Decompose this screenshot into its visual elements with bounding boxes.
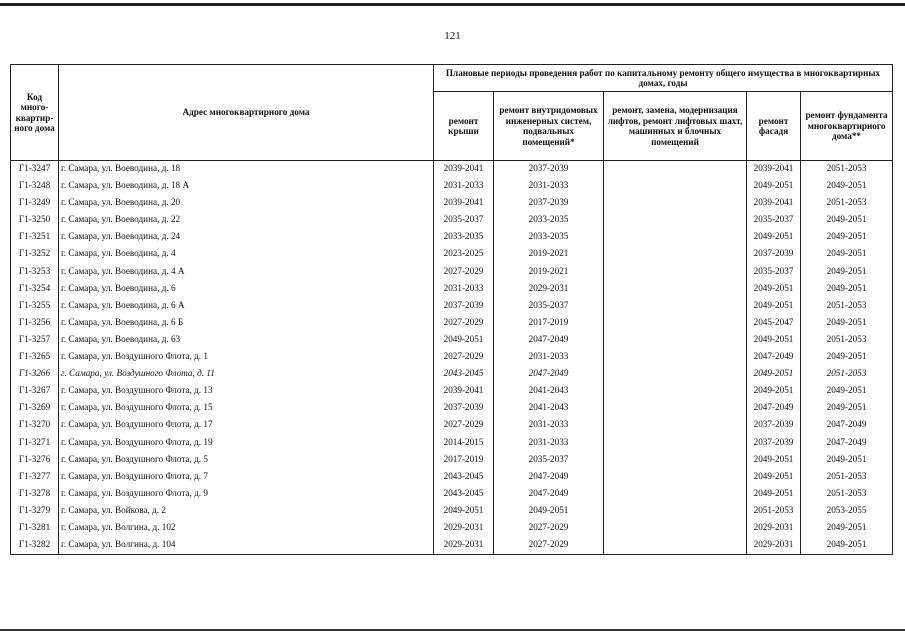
cell-facade: 2035-2037 — [747, 264, 801, 281]
cell-address: г. Самара, ул. Воеводина, д. 18 А — [59, 178, 434, 195]
cell-roof: 2017-2019 — [434, 452, 494, 469]
table-row — [11, 417, 893, 434]
table-row — [11, 486, 893, 503]
table-row — [11, 178, 893, 195]
cell-systems: 2047-2049 — [494, 332, 604, 349]
cell-address: г. Самара, ул. Воздушного Флота, д. 1 — [59, 349, 434, 366]
cell-facade: 2039-2041 — [747, 161, 801, 179]
cell-code: Г1-3265 — [11, 349, 59, 366]
cell-facade: 2049-2051 — [747, 229, 801, 246]
cell-code: Г1-3267 — [11, 383, 59, 400]
table-row — [11, 452, 893, 469]
cell-lifts — [604, 161, 747, 179]
cell-facade: 2049-2051 — [747, 178, 801, 195]
table-row — [11, 212, 893, 229]
cell-roof: 2043-2045 — [434, 366, 494, 383]
repair-schedule-table — [10, 64, 893, 555]
cell-lifts — [604, 195, 747, 212]
cell-code: Г1-3279 — [11, 503, 59, 520]
bottom-border-line — [0, 629, 905, 631]
cell-facade: 2047-2049 — [747, 349, 801, 366]
cell-facade: 2049-2051 — [747, 383, 801, 400]
page-number: 121 — [444, 30, 461, 42]
cell-address: г. Самара, ул. Воеводина, д. 18 — [59, 161, 434, 179]
table-row — [11, 332, 893, 349]
cell-systems: 2031-2033 — [494, 178, 604, 195]
cell-address: г. Самара, ул. Воеводина, д. 6 Б — [59, 315, 434, 332]
table-row — [11, 264, 893, 281]
cell-roof: 2039-2041 — [434, 161, 494, 179]
cell-address: г. Самара, ул. Воздушного Флота, д. 17 — [59, 417, 434, 434]
cell-systems: 2047-2049 — [494, 486, 604, 503]
cell-foundation: 2049-2051 — [801, 246, 893, 263]
cell-lifts — [604, 366, 747, 383]
table-row — [11, 366, 893, 383]
cell-roof: 2027-2029 — [434, 417, 494, 434]
cell-systems: 2041-2043 — [494, 400, 604, 417]
cell-roof: 2023-2025 — [434, 246, 494, 263]
cell-roof: 2033-2035 — [434, 229, 494, 246]
cell-facade: 2047-2049 — [747, 400, 801, 417]
cell-lifts — [604, 332, 747, 349]
table-row — [11, 349, 893, 366]
cell-facade: 2049-2051 — [747, 332, 801, 349]
cell-code: Г1-3266 — [11, 366, 59, 383]
cell-foundation: 2053-2055 — [801, 503, 893, 520]
cell-facade: 2049-2051 — [747, 486, 801, 503]
cell-roof: 2037-2039 — [434, 400, 494, 417]
table-row — [11, 435, 893, 452]
cell-lifts — [604, 400, 747, 417]
cell-roof: 2029-2031 — [434, 537, 494, 555]
cell-systems: 2035-2037 — [494, 298, 604, 315]
cell-foundation: 2049-2051 — [801, 264, 893, 281]
cell-foundation: 2049-2051 — [801, 229, 893, 246]
cell-facade: 2045-2047 — [747, 315, 801, 332]
cell-systems: 2049-2051 — [494, 503, 604, 520]
cell-address: г. Самара, ул. Воеводина, д. 4 — [59, 246, 434, 263]
cell-systems: 2027-2029 — [494, 520, 604, 537]
cell-roof: 2031-2033 — [434, 178, 494, 195]
cell-address: г. Самара, ул. Воеводина, д. 20 — [59, 195, 434, 212]
cell-foundation: 2051-2053 — [801, 161, 893, 179]
cell-facade: 2029-2031 — [747, 537, 801, 555]
cell-facade: 2049-2051 — [747, 469, 801, 486]
cell-foundation: 2049-2051 — [801, 349, 893, 366]
header-address: Адрес многоквартирного дома — [59, 65, 434, 161]
cell-code: Г1-3252 — [11, 246, 59, 263]
cell-address: г. Самара, ул. Воздушного Флота, д. 7 — [59, 469, 434, 486]
cell-code: Г1-3277 — [11, 469, 59, 486]
header-facade: ремонт фасадя — [747, 92, 801, 161]
cell-facade: 2037-2039 — [747, 435, 801, 452]
cell-address: г. Самара, ул. Воеводина, д. 63 — [59, 332, 434, 349]
cell-roof: 2031-2033 — [434, 281, 494, 298]
cell-code: Г1-3247 — [11, 161, 59, 179]
cell-foundation: 2049-2051 — [801, 537, 893, 555]
header-systems: ремонт внутридомовых инженерных систем, подвальных помещений* — [494, 92, 604, 161]
cell-facade: 2037-2039 — [747, 246, 801, 263]
cell-systems: 2031-2033 — [494, 349, 604, 366]
cell-systems: 2031-2033 — [494, 417, 604, 434]
cell-systems: 2033-2035 — [494, 229, 604, 246]
cell-address: г. Самара, ул. Волгина, д. 104 — [59, 537, 434, 555]
table-row — [11, 469, 893, 486]
cell-code: Г1-3251 — [11, 229, 59, 246]
cell-systems: 2033-2035 — [494, 212, 604, 229]
cell-systems: 2017-2019 — [494, 315, 604, 332]
table-row — [11, 161, 893, 179]
cell-code: Г1-3256 — [11, 315, 59, 332]
cell-address: г. Самара, ул. Воздушного Флота, д. 13 — [59, 383, 434, 400]
cell-code: Г1-3278 — [11, 486, 59, 503]
cell-lifts — [604, 452, 747, 469]
cell-foundation: 2051-2053 — [801, 366, 893, 383]
header-lifts: ремонт, замена, модернизация лифтов, ремонт лифтовых шахт, машинных и блочных помещений — [604, 92, 747, 161]
cell-address: г. Самара, ул. Воеводина, д. 6 — [59, 281, 434, 298]
cell-foundation: 2049-2051 — [801, 383, 893, 400]
cell-lifts — [604, 246, 747, 263]
cell-foundation: 2049-2051 — [801, 212, 893, 229]
cell-lifts — [604, 486, 747, 503]
cell-code: Г1-3249 — [11, 195, 59, 212]
table-row — [11, 383, 893, 400]
cell-address: г. Самара, ул. Воздушного Флота, д. 19 — [59, 435, 434, 452]
top-border-line — [0, 3, 905, 6]
cell-roof: 2049-2051 — [434, 503, 494, 520]
cell-systems: 2047-2049 — [494, 469, 604, 486]
cell-foundation: 2047-2049 — [801, 417, 893, 434]
cell-lifts — [604, 229, 747, 246]
cell-roof: 2039-2041 — [434, 195, 494, 212]
cell-lifts — [604, 537, 747, 555]
cell-lifts — [604, 212, 747, 229]
header-periods: Плановые периоды проведения работ по капитальному ремонту общего имущества в многоквартирных домах, годы — [434, 65, 893, 92]
cell-foundation: 2051-2053 — [801, 195, 893, 212]
cell-address: г. Самара, ул. Войкова, д. 2 — [59, 503, 434, 520]
table-body — [11, 161, 893, 555]
cell-lifts — [604, 178, 747, 195]
cell-code: Г1-3282 — [11, 537, 59, 555]
cell-address: г. Самара, ул. Воеводина, д. 4 А — [59, 264, 434, 281]
cell-foundation: 2049-2051 — [801, 315, 893, 332]
header-code: Код много-квартир-ного дома — [11, 65, 59, 161]
cell-facade: 2049-2051 — [747, 298, 801, 315]
cell-lifts — [604, 417, 747, 434]
cell-roof: 2049-2051 — [434, 332, 494, 349]
cell-facade: 2049-2051 — [747, 366, 801, 383]
table-row — [11, 246, 893, 263]
table-row — [11, 503, 893, 520]
cell-lifts — [604, 315, 747, 332]
cell-foundation: 2051-2053 — [801, 469, 893, 486]
table-row — [11, 537, 893, 555]
cell-foundation: 2051-2053 — [801, 332, 893, 349]
cell-roof: 2027-2029 — [434, 349, 494, 366]
table-row — [11, 298, 893, 315]
table-row — [11, 520, 893, 537]
cell-lifts — [604, 503, 747, 520]
cell-roof: 2043-2045 — [434, 469, 494, 486]
cell-facade: 2049-2051 — [747, 452, 801, 469]
cell-code: Г1-3269 — [11, 400, 59, 417]
cell-code: Г1-3271 — [11, 435, 59, 452]
cell-code: Г1-3250 — [11, 212, 59, 229]
cell-systems: 2037-2039 — [494, 161, 604, 179]
table-row — [11, 315, 893, 332]
cell-facade: 2039-2041 — [747, 195, 801, 212]
cell-systems: 2019-2021 — [494, 264, 604, 281]
cell-foundation: 2049-2051 — [801, 400, 893, 417]
cell-systems: 2031-2033 — [494, 435, 604, 452]
cell-code: Г1-3255 — [11, 298, 59, 315]
cell-lifts — [604, 520, 747, 537]
table-row — [11, 281, 893, 298]
cell-code: Г1-3270 — [11, 417, 59, 434]
cell-address: г. Самара, ул. Воздушного Флота, д. 9 — [59, 486, 434, 503]
cell-foundation: 2051-2053 — [801, 486, 893, 503]
cell-systems: 2047-2049 — [494, 366, 604, 383]
cell-roof: 2029-2031 — [434, 520, 494, 537]
cell-systems: 2037-2039 — [494, 195, 604, 212]
cell-code: Г1-3276 — [11, 452, 59, 469]
cell-roof: 2035-2037 — [434, 212, 494, 229]
cell-roof: 2039-2041 — [434, 383, 494, 400]
cell-foundation: 2049-2051 — [801, 178, 893, 195]
cell-roof: 2027-2029 — [434, 315, 494, 332]
cell-address: г. Самара, ул. Воеводина, д. 24 — [59, 229, 434, 246]
cell-foundation: 2047-2049 — [801, 435, 893, 452]
cell-address: г. Самара, ул. Воздушного Флота, д. 11 — [59, 366, 434, 383]
cell-address: г. Самара, ул. Воеводина, д. 22 — [59, 212, 434, 229]
cell-roof: 2037-2039 — [434, 298, 494, 315]
cell-systems: 2035-2037 — [494, 452, 604, 469]
cell-roof: 2014-2015 — [434, 435, 494, 452]
cell-lifts — [604, 264, 747, 281]
cell-facade: 2029-2031 — [747, 520, 801, 537]
cell-code: Г1-3248 — [11, 178, 59, 195]
table-row — [11, 229, 893, 246]
cell-facade: 2035-2037 — [747, 212, 801, 229]
cell-code: Г1-3253 — [11, 264, 59, 281]
cell-systems: 2041-2043 — [494, 383, 604, 400]
cell-lifts — [604, 298, 747, 315]
cell-address: г. Самара, ул. Воздушного Флота, д. 15 — [59, 400, 434, 417]
cell-systems: 2027-2029 — [494, 537, 604, 555]
cell-lifts — [604, 349, 747, 366]
cell-facade: 2049-2051 — [747, 281, 801, 298]
header-foundation: ремонт фундамента многоквартирного дома** — [801, 92, 893, 161]
cell-address: г. Самара, ул. Волгина, д. 102 — [59, 520, 434, 537]
cell-foundation: 2049-2051 — [801, 452, 893, 469]
cell-address: г. Самара, ул. Воздушного Флота, д. 5 — [59, 452, 434, 469]
cell-code: Г1-3257 — [11, 332, 59, 349]
cell-foundation: 2049-2051 — [801, 281, 893, 298]
cell-code: Г1-3254 — [11, 281, 59, 298]
cell-foundation: 2051-2053 — [801, 298, 893, 315]
cell-lifts — [604, 383, 747, 400]
table-row — [11, 400, 893, 417]
cell-facade: 2037-2039 — [747, 417, 801, 434]
cell-lifts — [604, 281, 747, 298]
cell-address: г. Самара, ул. Воеводина, д. 6 А — [59, 298, 434, 315]
cell-lifts — [604, 469, 747, 486]
header-roof: ремонт крыши — [434, 92, 494, 161]
cell-roof: 2043-2045 — [434, 486, 494, 503]
cell-code: Г1-3281 — [11, 520, 59, 537]
cell-facade: 2051-2053 — [747, 503, 801, 520]
cell-systems: 2019-2021 — [494, 246, 604, 263]
cell-lifts — [604, 435, 747, 452]
cell-systems: 2029-2031 — [494, 281, 604, 298]
cell-foundation: 2049-2051 — [801, 520, 893, 537]
table-row — [11, 195, 893, 212]
cell-roof: 2027-2029 — [434, 264, 494, 281]
